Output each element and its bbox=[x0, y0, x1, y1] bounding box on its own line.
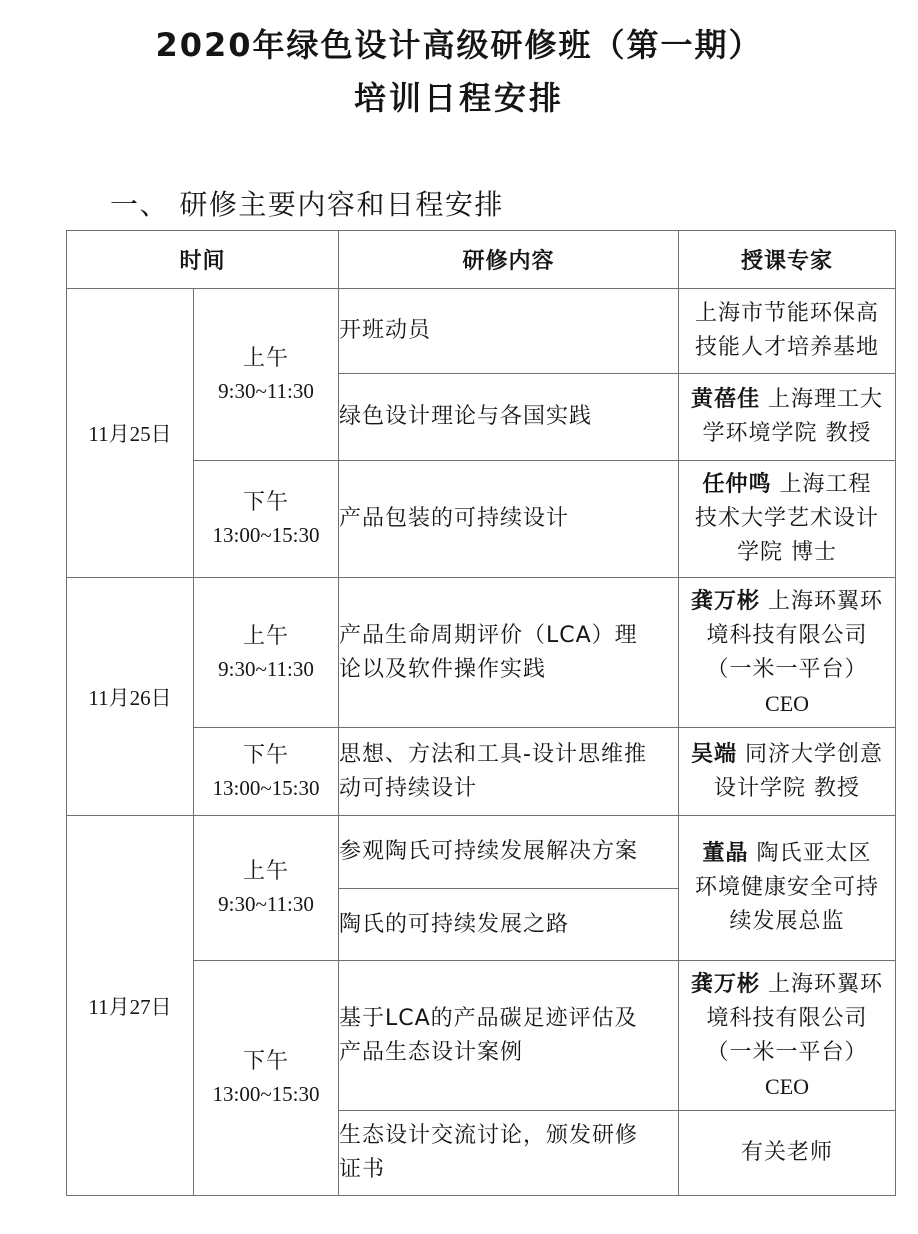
expert-cell bbox=[679, 578, 896, 728]
content-line: 参观陶氏可持续发展解决方案 bbox=[339, 839, 639, 864]
content-cell bbox=[339, 961, 679, 1111]
expert-cell bbox=[679, 461, 896, 578]
content-cell bbox=[339, 374, 679, 461]
expert-line: 环境健康安全可持 bbox=[695, 875, 880, 900]
content-cell bbox=[339, 1111, 679, 1196]
expert-name: 黄蓓佳 bbox=[691, 387, 761, 412]
period-label: 下午 bbox=[243, 742, 290, 768]
time-cell bbox=[194, 961, 339, 1196]
time-range: 13:00~15:30 bbox=[212, 775, 320, 800]
time-cell bbox=[194, 461, 339, 578]
expert-cell bbox=[679, 728, 896, 816]
expert-line: 境科技有限公司 bbox=[706, 1005, 868, 1031]
schedule-table bbox=[66, 230, 896, 1196]
expert-name: 吴端 bbox=[691, 741, 738, 767]
time-range: 9:30~11:30 bbox=[218, 656, 314, 681]
date-label: 11月25日 bbox=[88, 422, 172, 446]
time-range: 13:00~15:30 bbox=[212, 1082, 320, 1106]
period-label: 上午 bbox=[243, 859, 290, 884]
date-cell bbox=[67, 289, 194, 578]
table-row bbox=[67, 816, 896, 889]
expert-name: 龚万彬 bbox=[691, 971, 761, 997]
expert-line: 技术大学艺术设计 bbox=[695, 506, 880, 531]
period-label: 上午 bbox=[243, 623, 290, 649]
expert-name: 龚万彬 bbox=[691, 588, 761, 614]
expert-cell bbox=[679, 961, 896, 1111]
expert-line: CEO bbox=[765, 1073, 810, 1099]
content-line: 动可持续设计 bbox=[339, 775, 478, 801]
expert-line: 设计学院 教授 bbox=[714, 775, 861, 801]
content-line: 基于LCA的产品碳足迹评估及 bbox=[339, 1005, 638, 1031]
expert-name: 任仲鸣 bbox=[702, 472, 772, 497]
date-label: 11月26日 bbox=[88, 685, 172, 710]
expert-line bbox=[679, 585, 895, 619]
section-heading: 一、 研修主要内容和日程安排 bbox=[110, 188, 504, 221]
date-cell bbox=[67, 816, 194, 1196]
expert-line bbox=[679, 383, 895, 417]
expert-line bbox=[679, 468, 895, 502]
time-cell bbox=[194, 578, 339, 728]
expert-affiliation: 同济大学创意 bbox=[745, 741, 884, 767]
content-cell bbox=[339, 816, 679, 889]
expert-line bbox=[679, 738, 895, 772]
expert-line: 有关老师 bbox=[741, 1140, 834, 1165]
expert-line: 上海市节能环保高 bbox=[695, 301, 880, 326]
period-label: 下午 bbox=[243, 490, 290, 515]
content-cell bbox=[339, 578, 679, 728]
header-row bbox=[67, 231, 896, 289]
content-cell bbox=[339, 289, 679, 374]
expert-line: 学环境学院 教授 bbox=[702, 421, 872, 446]
expert-cell bbox=[679, 1111, 896, 1196]
time-cell bbox=[194, 816, 339, 961]
table-row bbox=[67, 578, 896, 728]
date-cell bbox=[67, 578, 194, 816]
time-range: 9:30~11:30 bbox=[218, 892, 314, 916]
period-label: 上午 bbox=[243, 345, 290, 371]
expert-line bbox=[679, 837, 895, 871]
header-content: 研修内容 bbox=[339, 231, 679, 289]
content-line: 产品包装的可持续设计 bbox=[339, 506, 570, 531]
content-line: 绿色设计理论与各国实践 bbox=[339, 404, 593, 429]
content-line: 陶氏的可持续发展之路 bbox=[339, 911, 570, 937]
table-row bbox=[67, 289, 896, 374]
period-label: 下午 bbox=[243, 1049, 290, 1074]
content-cell bbox=[339, 461, 679, 578]
header-time: 时间 bbox=[67, 231, 339, 289]
content-line: 生态设计交流讨论，颁发研修 bbox=[339, 1123, 639, 1148]
content-line: 证书 bbox=[339, 1157, 386, 1182]
content-cell bbox=[339, 728, 679, 816]
content-line: 产品生态设计案例 bbox=[339, 1039, 524, 1065]
expert-line bbox=[679, 968, 895, 1002]
content-line: 论以及软件操作实践 bbox=[339, 656, 547, 682]
content-line: 开班动员 bbox=[339, 318, 432, 343]
expert-name: 董晶 bbox=[702, 841, 749, 866]
expert-line: （一米一平台） bbox=[706, 656, 868, 682]
content-line: 产品生命周期评价（LCA）理 bbox=[339, 622, 638, 648]
document-subtitle: 培训日程安排 bbox=[353, 79, 564, 117]
expert-affiliation: 上海环翼环 bbox=[768, 971, 884, 997]
document-title: 2020年绿色设计高级研修班（第一期） bbox=[155, 26, 763, 64]
expert-line: 技能人才培养基地 bbox=[695, 335, 880, 360]
expert-affiliation: 上海工程 bbox=[779, 472, 872, 497]
expert-cell bbox=[679, 816, 896, 961]
expert-line: CEO bbox=[765, 690, 810, 716]
content-cell bbox=[339, 889, 679, 961]
expert-affiliation: 上海环翼环 bbox=[768, 588, 884, 614]
content-line: 思想、方法和工具-设计思维推 bbox=[339, 741, 647, 767]
expert-cell bbox=[679, 374, 896, 461]
header-expert: 授课专家 bbox=[679, 231, 896, 289]
expert-line: 续发展总监 bbox=[729, 909, 845, 934]
expert-affiliation: 陶氏亚太区 bbox=[756, 841, 872, 866]
time-cell bbox=[194, 289, 339, 461]
time-range: 13:00~15:30 bbox=[212, 523, 320, 547]
expert-affiliation: 上海理工大 bbox=[768, 387, 884, 412]
date-label: 11月27日 bbox=[88, 994, 172, 1019]
expert-line: 境科技有限公司 bbox=[706, 622, 868, 648]
expert-cell bbox=[679, 289, 896, 374]
time-cell bbox=[194, 728, 339, 816]
time-range: 9:30~11:30 bbox=[218, 378, 314, 403]
expert-line: 学院 博士 bbox=[737, 540, 838, 565]
expert-line: （一米一平台） bbox=[706, 1039, 868, 1065]
